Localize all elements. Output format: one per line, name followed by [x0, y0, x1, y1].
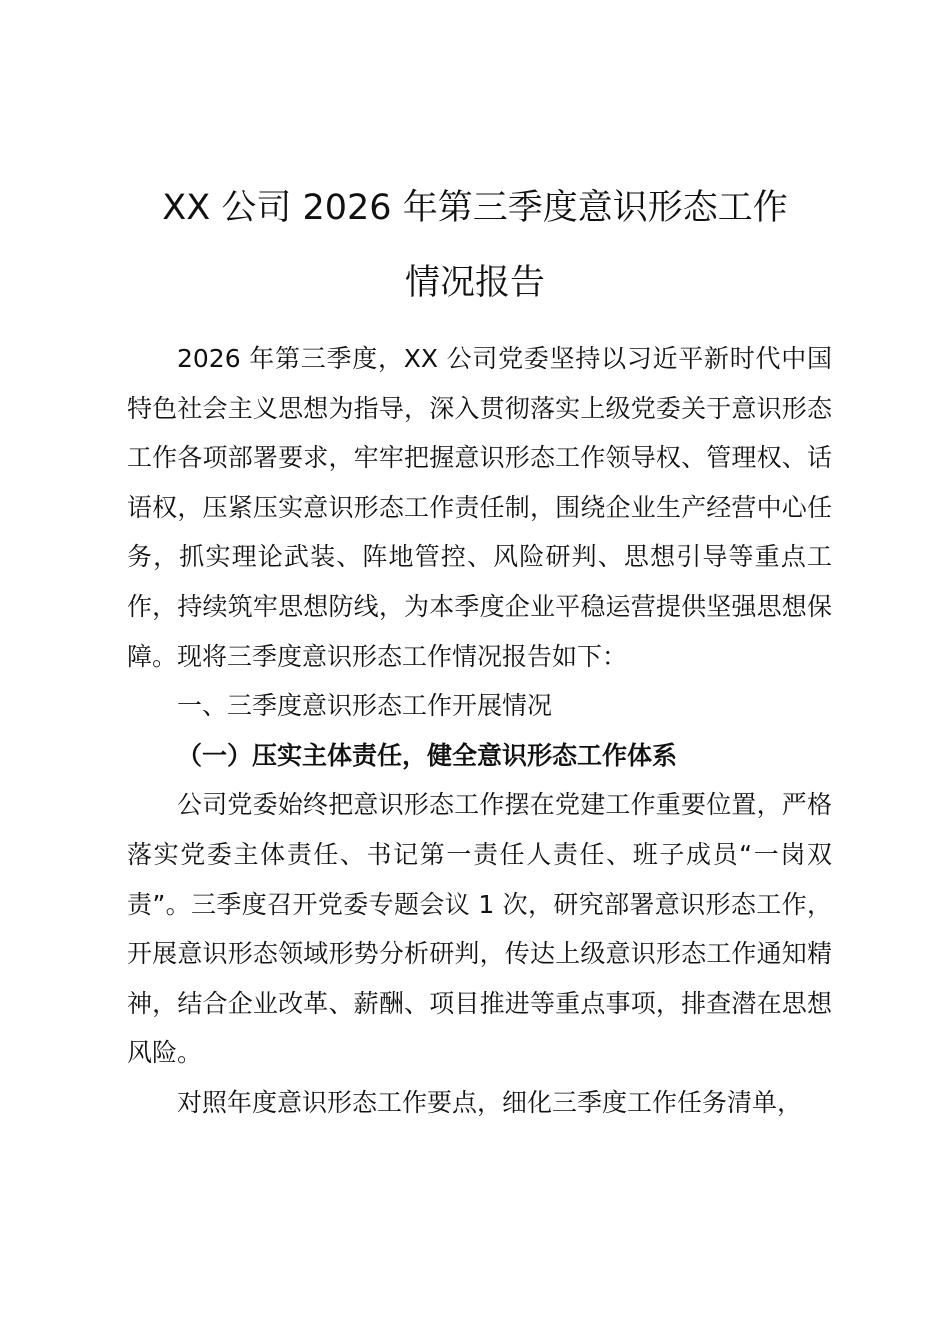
report-body: [127, 334, 832, 1128]
section-heading-1: 一、三季度意识形态工作开展情况: [177, 691, 553, 721]
body-paragraph-1: 公司党委始终把意识形态工作摆在党建工作重要位置，严格落实党委主体责任、书记第一责任人责任、班子成员“一岗双责”。三季度召开党委专题会议 1 次，研究部署意识形态工作，开展意识形态领域形势分析研判，传达上级意识形态工作通知精神，结合企业改革、薪酬、项目推进等重点事项，排查潜在思想风险。: [127, 790, 832, 1068]
intro-paragraph: 2026 年第三季度，XX 公司党委坚持以习近平新时代中国特色社会主义思想为指导，深入贯彻落实上级党委关于意识形态工作各项部署要求，牢牢把握意识形态工作领导权、管理权、话语权，压紧压实意识形态工作责任制，围绕企业生产经营中心任务，抓实理论武装、阵地管控、风险研判、思想引导等重点工作，持续筑牢思想防线，为本季度企业平稳运营提供坚强思想保障。现将三季度意识形态工作情况报告如下：: [127, 344, 832, 671]
report-title-line-2: 情况报告: [404, 263, 545, 303]
subsection-heading-1-1: （一）压实主体责任，健全意识形态工作体系: [177, 740, 678, 770]
report-title-line-1: XX 公司 2026 年第三季度意识形态工作: [162, 188, 788, 228]
body-paragraph-2: 对照年度意识形态工作要点，细化三季度工作任务清单，: [177, 1087, 803, 1117]
